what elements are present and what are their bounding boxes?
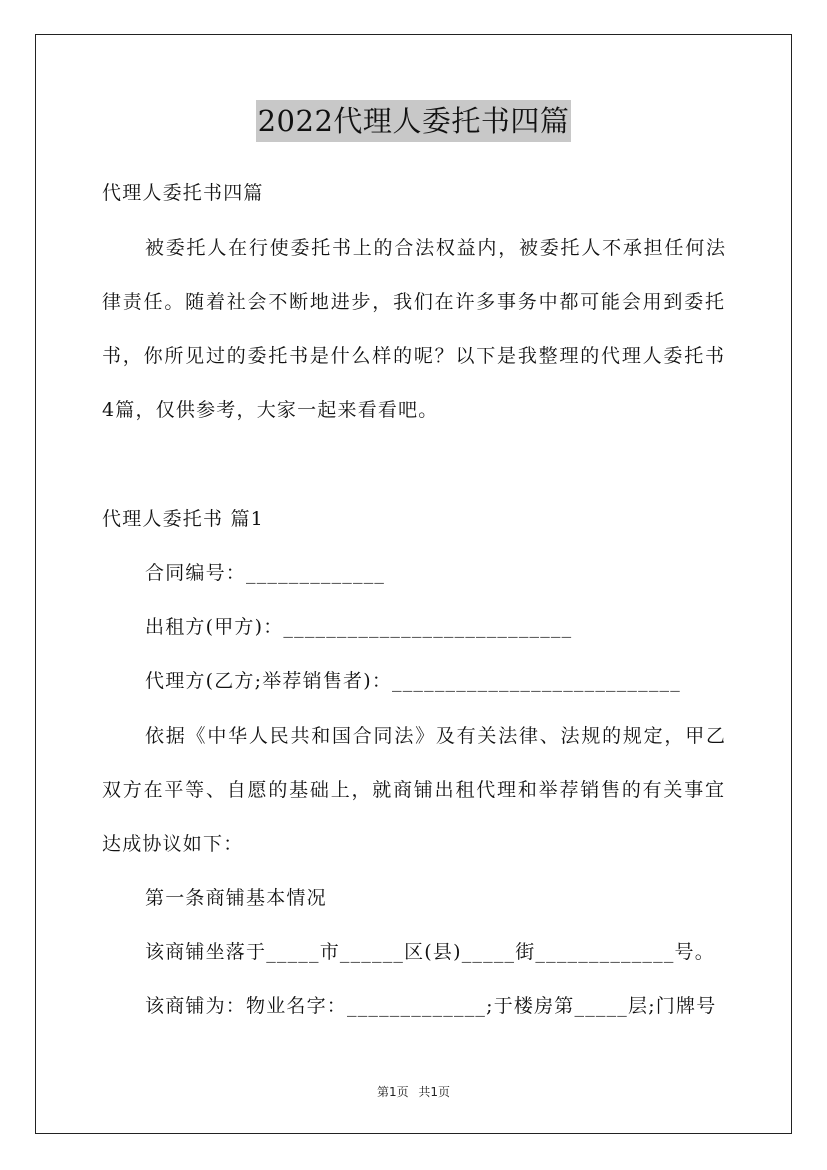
article-heading: 第一条商铺基本情况: [145, 887, 327, 909]
intro-line-1: 被委托人在行使委托书上的合法权益内，被委托人不承担任何法: [145, 237, 725, 259]
intro-line-2: 律责任。随着社会不断地进步，我们在许多事务中都可能会用到委托: [102, 291, 724, 313]
agent-field: 代理方(乙方;举荐销售者)：___________________________: [145, 670, 681, 692]
page-footer: [0, 1084, 827, 1100]
section-heading: 代理人委托书 篇1: [102, 508, 264, 530]
title-container: [0, 100, 827, 142]
basis-line-2: 双方在平等、自愿的基础上，就商铺出租代理和举荐销售的有关事宜: [102, 779, 724, 801]
document-subtitle: 代理人委托书四篇: [102, 182, 264, 204]
intro-line-4: 4篇，仅供参考，大家一起来看看吧。: [102, 399, 439, 421]
property-field: 该商铺为：物业名字：_____________;于楼房第_____层;门牌号: [145, 995, 717, 1017]
page-number-current: 第1页: [376, 1085, 409, 1099]
contract-number-field: 合同编号：_____________: [145, 562, 386, 584]
basis-line-1: 依据《中华人民共和国合同法》及有关法律、法规的规定，甲乙: [145, 725, 725, 747]
basis-line-3: 达成协议如下：: [102, 833, 244, 855]
document-title: 2022代理人委托书四篇: [256, 100, 572, 142]
intro-line-3: 书，你所见过的委托书是什么样的呢？以下是我整理的代理人委托书: [102, 345, 724, 367]
lessor-field: 出租方(甲方)：___________________________: [145, 616, 573, 638]
page-number-total: 共1页: [418, 1085, 451, 1099]
location-field: 该商铺坐落于_____市______区(县)_____街_____________号。: [145, 941, 715, 963]
